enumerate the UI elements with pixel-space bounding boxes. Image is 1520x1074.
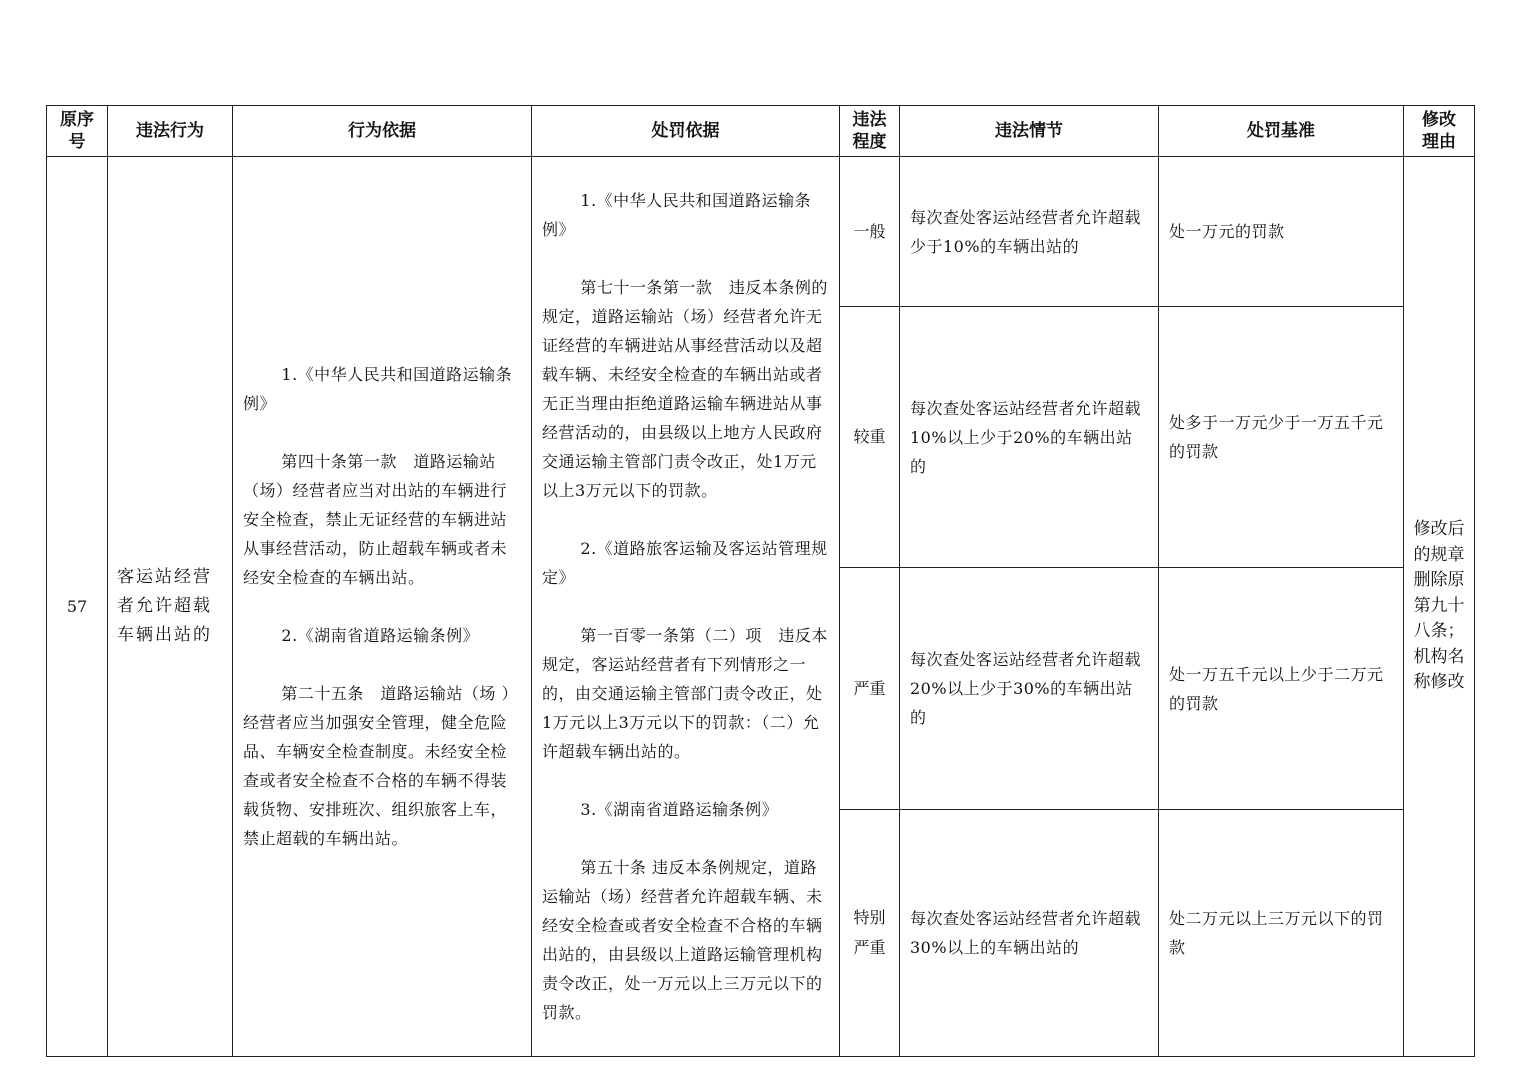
header-penalty-basis: 处罚依据	[532, 106, 840, 157]
header-behavior: 违法行为	[108, 106, 233, 157]
behavior-basis-law-1: 1.《中华人民共和国道路运输条例》	[243, 365, 513, 413]
behavior-basis-article-1: 第四十条第一款 道路运输站（场）经营者应当对出站的车辆进行安全检查，禁止无证经营的车辆进站从事经营活动，防止超载车辆或者未经安全检查的车辆出站。	[243, 452, 508, 587]
degree-cell: 较重	[840, 307, 900, 568]
degree-cell: 严重	[840, 568, 900, 810]
standard-cell: 处一万五千元以上少于二万元的罚款	[1159, 568, 1404, 810]
standard-cell: 处多于一万元少于一万五千元的罚款	[1159, 307, 1404, 568]
circumstance-cell: 每次查处客运站经营者允许超载30%以上的车辆出站的	[900, 810, 1159, 1057]
circumstance-cell: 每次查处客运站经营者允许超载少于10%的车辆出站的	[900, 157, 1159, 307]
header-seq: 原序号	[47, 106, 108, 157]
penalty-basis-article-1: 第七十一条第一款 违反本条例的规定，道路运输站（场）经营者允许无证经营的车辆进站从事经营活动以及超载车辆、未经安全检查的车辆出站或者无正当理由拒绝道路运输车辆进站从事经营活动的，由县级以上地方人民政府交通运输主管部门责令改正，处1万元以上3万元以下的罚款。	[542, 278, 828, 500]
header-standard: 处罚基准	[1159, 106, 1404, 157]
header-reason: 修改理由	[1404, 106, 1475, 157]
degree-cell: 特别严重	[840, 810, 900, 1057]
penalty-basis-article-2: 第一百零一条第（二）项 违反本规定，客运站经营者有下列情形之一的，由交通运输主管部门责令改正，处1万元以上3万元以下的罚款：（二）允许超载车辆出站的。	[542, 626, 828, 761]
row-behavior-basis	[233, 157, 532, 1057]
circumstance-cell: 每次查处客运站经营者允许超载10%以上少于20%的车辆出站的	[900, 307, 1159, 568]
header-degree: 违法程度	[840, 106, 900, 157]
circumstance-cell: 每次查处客运站经营者允许超载20%以上少于30%的车辆出站的	[900, 568, 1159, 810]
penalty-basis-law-3: 3.《湖南省道路运输条例》	[580, 800, 779, 819]
row-seq: 57	[47, 157, 108, 1057]
row-behavior: 客运站经营者允许超载车辆出站的	[108, 157, 233, 1057]
row-penalty-basis	[532, 157, 840, 1057]
penalty-basis-law-1: 1.《中华人民共和国道路运输条例》	[542, 191, 812, 239]
penalty-basis-article-3: 第五十条 违反本条例规定，道路运输站（场）经营者允许超载车辆、未经安全检查或者安全检查不合格的车辆出站的，由县级以上道路运输管理机构责令改正，处一万元以上三万元以下的罚款。	[542, 858, 823, 1022]
standard-cell: 处二万元以上三万元以下的罚款	[1159, 810, 1404, 1057]
penalty-standard-table	[46, 105, 1475, 1057]
row-reason: 修改后的规章删除原第九十八条；机构名称修改	[1404, 157, 1475, 1057]
header-circumstance: 违法情节	[900, 106, 1159, 157]
behavior-basis-article-2: 第二十五条 道路运输站（场 ）经营者应当加强安全管理，健全危险品、车辆安全检查制度。未经安全检查或者安全检查不合格的车辆不得装载货物、安排班次、组织旅客上车，禁止超载的车辆出站。	[243, 684, 518, 848]
standard-cell: 处一万元的罚款	[1159, 157, 1404, 307]
table-header-row	[47, 106, 1475, 157]
document-page	[46, 105, 1474, 1022]
penalty-basis-law-2: 2.《道路旅客运输及客运站管理规定》	[542, 539, 828, 587]
header-behavior-basis: 行为依据	[233, 106, 532, 157]
behavior-basis-law-2: 2.《湖南省道路运输条例》	[281, 626, 480, 645]
table-row	[47, 157, 1475, 307]
degree-cell: 一般	[840, 157, 900, 307]
